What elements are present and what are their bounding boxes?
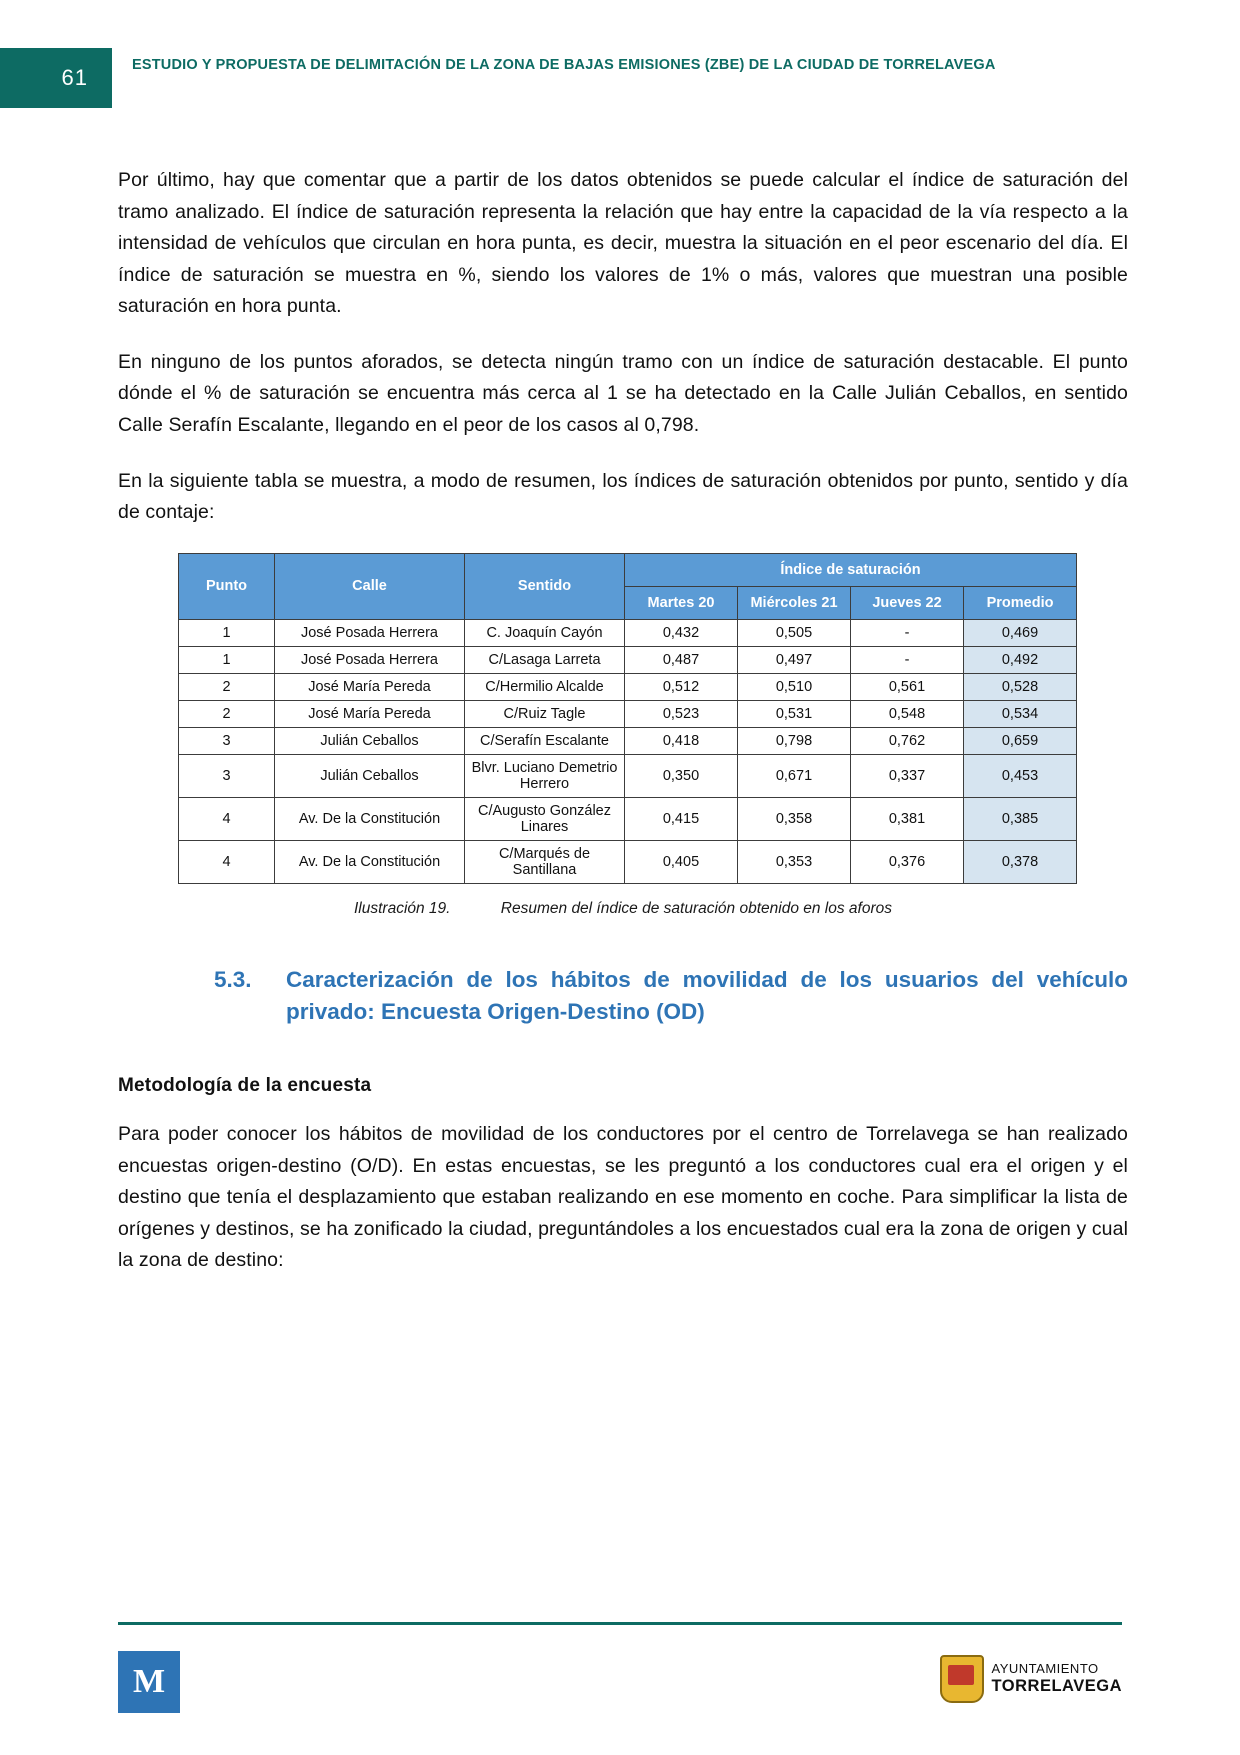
table-row bbox=[179, 619, 1077, 646]
cell-jueves: 0,376 bbox=[851, 840, 964, 883]
cell-sentido: C/Ruiz Tagle bbox=[465, 700, 625, 727]
cell-miercoles: 0,531 bbox=[738, 700, 851, 727]
cell-sentido: C/Marqués de Santillana bbox=[465, 840, 625, 883]
paragraph-4: Para poder conocer los hábitos de movilidad de los conductores por el centro de Torrelavega se han realizado encuestas origen-destino (O/D). En estas encuestas, se les preguntó a los conductores cual era el origen y el destino que tenía el desplazamiento que estaban realizando en ese momento en coche. Para simplificar la lista de orígenes y destinos, se ha zonificado la ciudad, preguntándoles a los encuestados cual era la zona de origen y cual la zona de destino: bbox=[118, 1123, 1128, 1272]
table-row bbox=[179, 797, 1077, 840]
cell-promedio: 0,378 bbox=[964, 840, 1077, 883]
cell-sentido: C/Lasaga Larreta bbox=[465, 646, 625, 673]
cell-punto: 4 bbox=[179, 797, 275, 840]
cell-promedio: 0,534 bbox=[964, 700, 1077, 727]
cell-sentido: C. Joaquín Cayón bbox=[465, 619, 625, 646]
table-head bbox=[179, 553, 1077, 619]
subheading-metodologia: Metodología de la encuesta bbox=[118, 1075, 372, 1097]
caption-text: Resumen del índice de saturación obtenido en los aforos bbox=[500, 899, 892, 917]
table-row bbox=[179, 646, 1077, 673]
cell-punto: 2 bbox=[179, 700, 275, 727]
col-header-martes: Martes 20 bbox=[625, 586, 738, 619]
paragraph-2: En ninguno de los puntos aforados, se detecta ningún tramo con un índice de saturación destacable. El punto dónde el % de saturación se encuentra más cerca al 1 se ha detectado en la Calle Julián Ceballos, en sentido Calle Serafín Escalante, llegando en el peor de los casos al 0,798. bbox=[118, 350, 1128, 437]
col-header-punto: Punto bbox=[179, 553, 275, 619]
cell-sentido: Blvr. Luciano Demetrio Herrero bbox=[465, 754, 625, 797]
section-title: Caracterización de los hábitos de movilidad de los usuarios del vehículo privado: Encuesta Origen-Destino (OD) bbox=[286, 966, 1128, 1025]
cell-martes: 0,512 bbox=[625, 673, 738, 700]
cell-jueves: 0,381 bbox=[851, 797, 964, 840]
consultant-logo-text: M bbox=[132, 1663, 166, 1700]
section-number: 5.3. bbox=[214, 966, 252, 992]
cell-promedio: 0,385 bbox=[964, 797, 1077, 840]
cell-calle: Julián Ceballos bbox=[275, 727, 465, 754]
page-header bbox=[0, 48, 1240, 108]
consultant-logo bbox=[118, 1651, 180, 1713]
cell-miercoles: 0,353 bbox=[738, 840, 851, 883]
cell-calle: José Posada Herrera bbox=[275, 646, 465, 673]
page-number: 61 bbox=[61, 65, 88, 90]
cell-calle: José María Pereda bbox=[275, 700, 465, 727]
col-header-calle: Calle bbox=[275, 553, 465, 619]
cell-martes: 0,523 bbox=[625, 700, 738, 727]
cell-miercoles: 0,358 bbox=[738, 797, 851, 840]
col-header-promedio: Promedio bbox=[964, 586, 1077, 619]
paragraph-3: En la siguiente tabla se muestra, a modo de resumen, los índices de saturación obtenidos por punto, sentido y día de contaje: bbox=[118, 469, 1128, 524]
cell-calle: José María Pereda bbox=[275, 673, 465, 700]
cell-jueves: 0,548 bbox=[851, 700, 964, 727]
cell-calle: Av. De la Constitución bbox=[275, 797, 465, 840]
cell-calle: Av. De la Constitución bbox=[275, 840, 465, 883]
table-header-row-1 bbox=[179, 553, 1077, 586]
cell-miercoles: 0,510 bbox=[738, 673, 851, 700]
cell-punto: 1 bbox=[179, 646, 275, 673]
cell-jueves: - bbox=[851, 619, 964, 646]
page-content bbox=[118, 165, 1128, 1301]
cell-promedio: 0,492 bbox=[964, 646, 1077, 673]
cell-sentido: C/Augusto González Linares bbox=[465, 797, 625, 840]
table-row bbox=[179, 727, 1077, 754]
cell-miercoles: 0,505 bbox=[738, 619, 851, 646]
cell-martes: 0,350 bbox=[625, 754, 738, 797]
cell-promedio: 0,528 bbox=[964, 673, 1077, 700]
table-row bbox=[179, 700, 1077, 727]
table-row bbox=[179, 673, 1077, 700]
page-footer bbox=[118, 1645, 1122, 1725]
cell-punto: 2 bbox=[179, 673, 275, 700]
town-hall-line-2: TORRELAVEGA bbox=[991, 1677, 1122, 1696]
cell-martes: 0,415 bbox=[625, 797, 738, 840]
cell-martes: 0,405 bbox=[625, 840, 738, 883]
cell-martes: 0,418 bbox=[625, 727, 738, 754]
cell-punto: 3 bbox=[179, 727, 275, 754]
cell-sentido: C/Serafín Escalante bbox=[465, 727, 625, 754]
cell-punto: 1 bbox=[179, 619, 275, 646]
cell-punto: 4 bbox=[179, 840, 275, 883]
cell-jueves: 0,337 bbox=[851, 754, 964, 797]
crest-icon bbox=[940, 1655, 984, 1703]
cell-jueves: 0,561 bbox=[851, 673, 964, 700]
paragraph-1: Por último, hay que comentar que a partir de los datos obtenidos se puede calcular el índice de saturación del tramo analizado. El índice de saturación representa la relación que hay entre la capacidad de la vía respecto a la intensidad de vehículos que circulan en hora punta, es decir, muestra la situación en el peor escenario del día. El índice de saturación se muestra en %, siendo los valores de 1% o más, valores que muestran una posible saturación en hora punta. bbox=[118, 169, 1128, 318]
table-row bbox=[179, 754, 1077, 797]
section-heading-5-3 bbox=[118, 964, 1128, 1029]
cell-calle: Julián Ceballos bbox=[275, 754, 465, 797]
cell-jueves: 0,762 bbox=[851, 727, 964, 754]
footer-divider bbox=[118, 1622, 1122, 1625]
town-hall-line-1: AYUNTAMIENTO bbox=[991, 1661, 1099, 1677]
col-header-sentido: Sentido bbox=[465, 553, 625, 619]
cell-promedio: 0,659 bbox=[964, 727, 1077, 754]
figure-caption bbox=[118, 900, 1128, 918]
cell-sentido: C/Hermilio Alcalde bbox=[465, 673, 625, 700]
town-hall-name bbox=[992, 1662, 1122, 1695]
cell-promedio: 0,469 bbox=[964, 619, 1077, 646]
table-body bbox=[179, 619, 1077, 883]
cell-martes: 0,432 bbox=[625, 619, 738, 646]
col-header-jueves: Jueves 22 bbox=[851, 586, 964, 619]
table-row bbox=[179, 840, 1077, 883]
document-title: ESTUDIO Y PROPUESTA DE DELIMITACIÓN DE LA ZONA DE BAJAS EMISIONES (ZBE) DE LA CIUDAD DE TORRELAVEGA bbox=[132, 57, 996, 73]
town-hall-logo bbox=[940, 1655, 1122, 1703]
cell-calle: José Posada Herrera bbox=[275, 619, 465, 646]
cell-miercoles: 0,671 bbox=[738, 754, 851, 797]
col-header-miercoles: Miércoles 21 bbox=[738, 586, 851, 619]
saturation-table-wrapper bbox=[178, 553, 1076, 884]
cell-punto: 3 bbox=[179, 754, 275, 797]
col-header-group-saturacion: Índice de saturación bbox=[625, 553, 1077, 586]
cell-miercoles: 0,798 bbox=[738, 727, 851, 754]
cell-promedio: 0,453 bbox=[964, 754, 1077, 797]
caption-label: Ilustración 19. bbox=[353, 899, 451, 917]
saturation-table bbox=[178, 553, 1077, 884]
cell-martes: 0,487 bbox=[625, 646, 738, 673]
page-number-badge bbox=[0, 48, 112, 108]
cell-jueves: - bbox=[851, 646, 964, 673]
cell-miercoles: 0,497 bbox=[738, 646, 851, 673]
